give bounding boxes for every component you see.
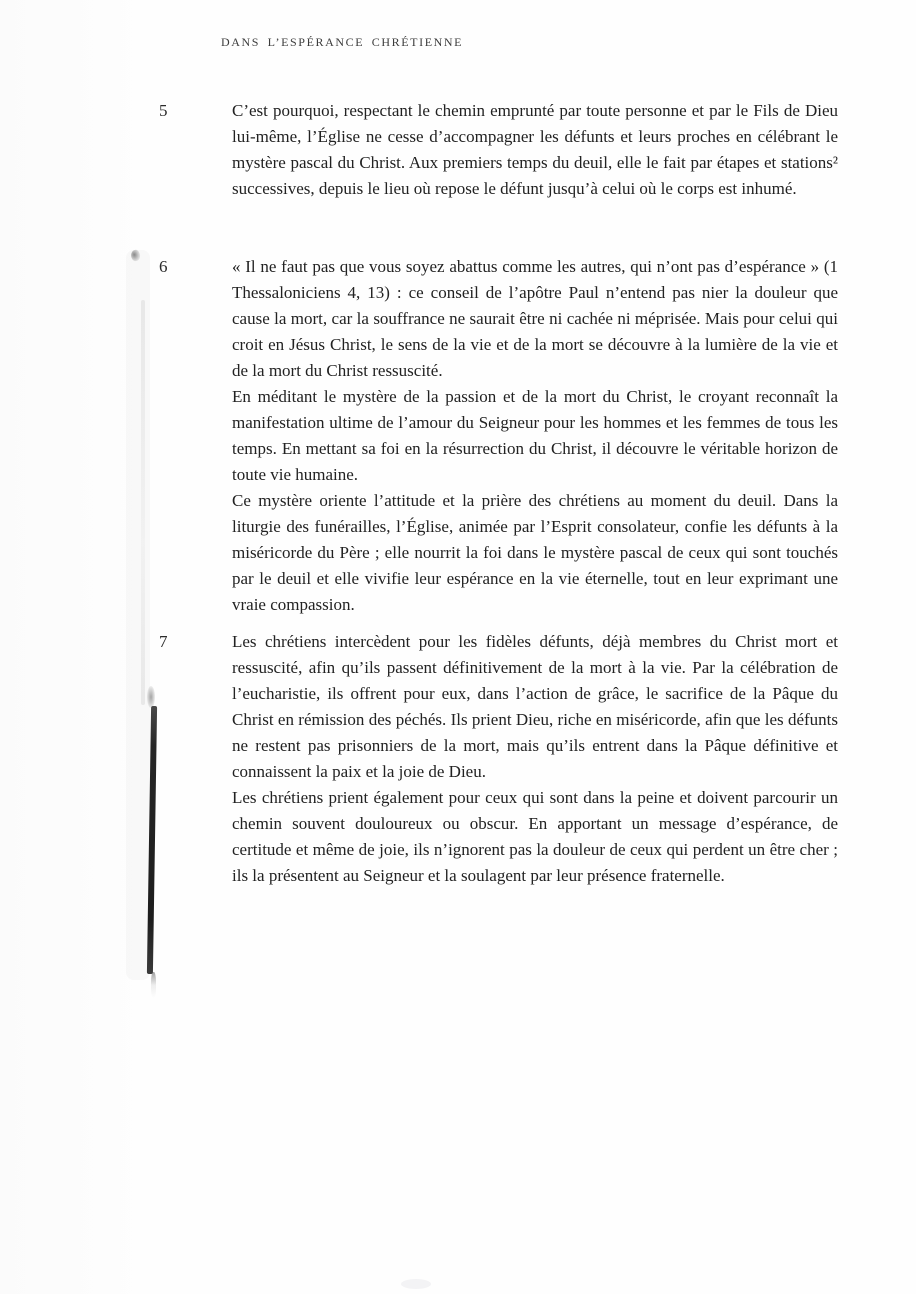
paragraph-number: 5	[159, 101, 168, 120]
paragraph-6	[159, 254, 838, 618]
paragraph-number: 7	[159, 632, 168, 651]
scan-streak-artifact	[141, 300, 145, 705]
paragraph-text	[232, 98, 838, 202]
paragraph-number: 6	[159, 257, 168, 276]
scan-shadow-band	[126, 250, 150, 980]
paragraph-text	[232, 254, 838, 618]
bottom-smudge-artifact	[401, 1279, 431, 1289]
text-block: C’est pourquoi, respectant le chemin emprunté par toute personne et par le Fils de Dieu lui-même, l’Église ne cesse d’accompagner les défunts et leurs proches en célébrant le mystère pascal du Christ. Aux premiers temps du deuil, elle le fait par étapes et stations² successives, depuis le lieu où repose le défunt jusqu’à celui où le corps est inhumé.	[232, 101, 838, 198]
text-block: Les chrétiens prient également pour ceux qui sont dans la peine et doivent parcourir un chemin souvent douloureux ou obscur. En apportant un message d’espérance, de certitude et même de joie, ils n’ignorent pas la douleur de ceux qui perdent un être cher ; ils la présentent au Seigneur et la soulagent par leur présence fraternelle.	[232, 788, 838, 885]
running-header: DANS L’ESPÉRANCE CHRÉTIENNE	[221, 35, 464, 49]
text-block: Ce mystère oriente l’attitude et la prière des chrétiens au moment du deuil. Dans la liturgie des funérailles, l’Église, animée par l’Esprit consolateur, confie les défunts à la miséricorde du Père ; elle nourrit la foi dans le mystère pascal de ceux qui sont touchés par le deuil et elle vivifie leur espérance en la vie éternelle, tout en leur exprimant une vraie compassion.	[232, 491, 838, 614]
text-block: En méditant le mystère de la passion et de la mort du Christ, le croyant reconnaît la manifestation ultime de l’amour du Seigneur pour les hommes et les femmes de tous les temps. En mettant sa foi en la résurrection du Christ, il découvre le véritable horizon de toute vie humaine.	[232, 387, 838, 484]
paragraph-text	[232, 629, 838, 889]
text-block: Les chrétiens intercèdent pour les fidèles défunts, déjà membres du Christ mort et ressuscité, afin qu’ils passent définitivement de la mort à la vie. Par la célébration de l’eucharistie, ils offrent pour eux, dans l’action de grâce, le sacrifice de la Pâque du Christ en rémission des péchés. Ils prient Dieu, riche en miséricorde, afin que les défunts ne restent pas prisonniers de la mort, mais qu’ils entrent dans la Pâque définitive et connaissent la paix et la joie de Dieu.	[232, 632, 838, 781]
scan-bar-top-artifact	[147, 686, 155, 708]
scan-bar-tail-artifact	[151, 972, 156, 998]
paragraph-7	[159, 629, 838, 889]
text-block: « Il ne faut pas que vous soyez abattus comme les autres, qui n’ont pas d’espérance » (1 Thessaloniciens 4, 13) : ce conseil de l’apôtre Paul n’entend pas nier la douleur que cause la mort, car la souffrance ne saurait être ni cachée ni méprisée. Mais pour celui qui croit en Jésus Christ, le sens de la vie et de la mort se découvre à la lumière de la vie et de la mort du Christ ressuscité.	[232, 257, 838, 380]
paragraph-5	[159, 98, 838, 202]
